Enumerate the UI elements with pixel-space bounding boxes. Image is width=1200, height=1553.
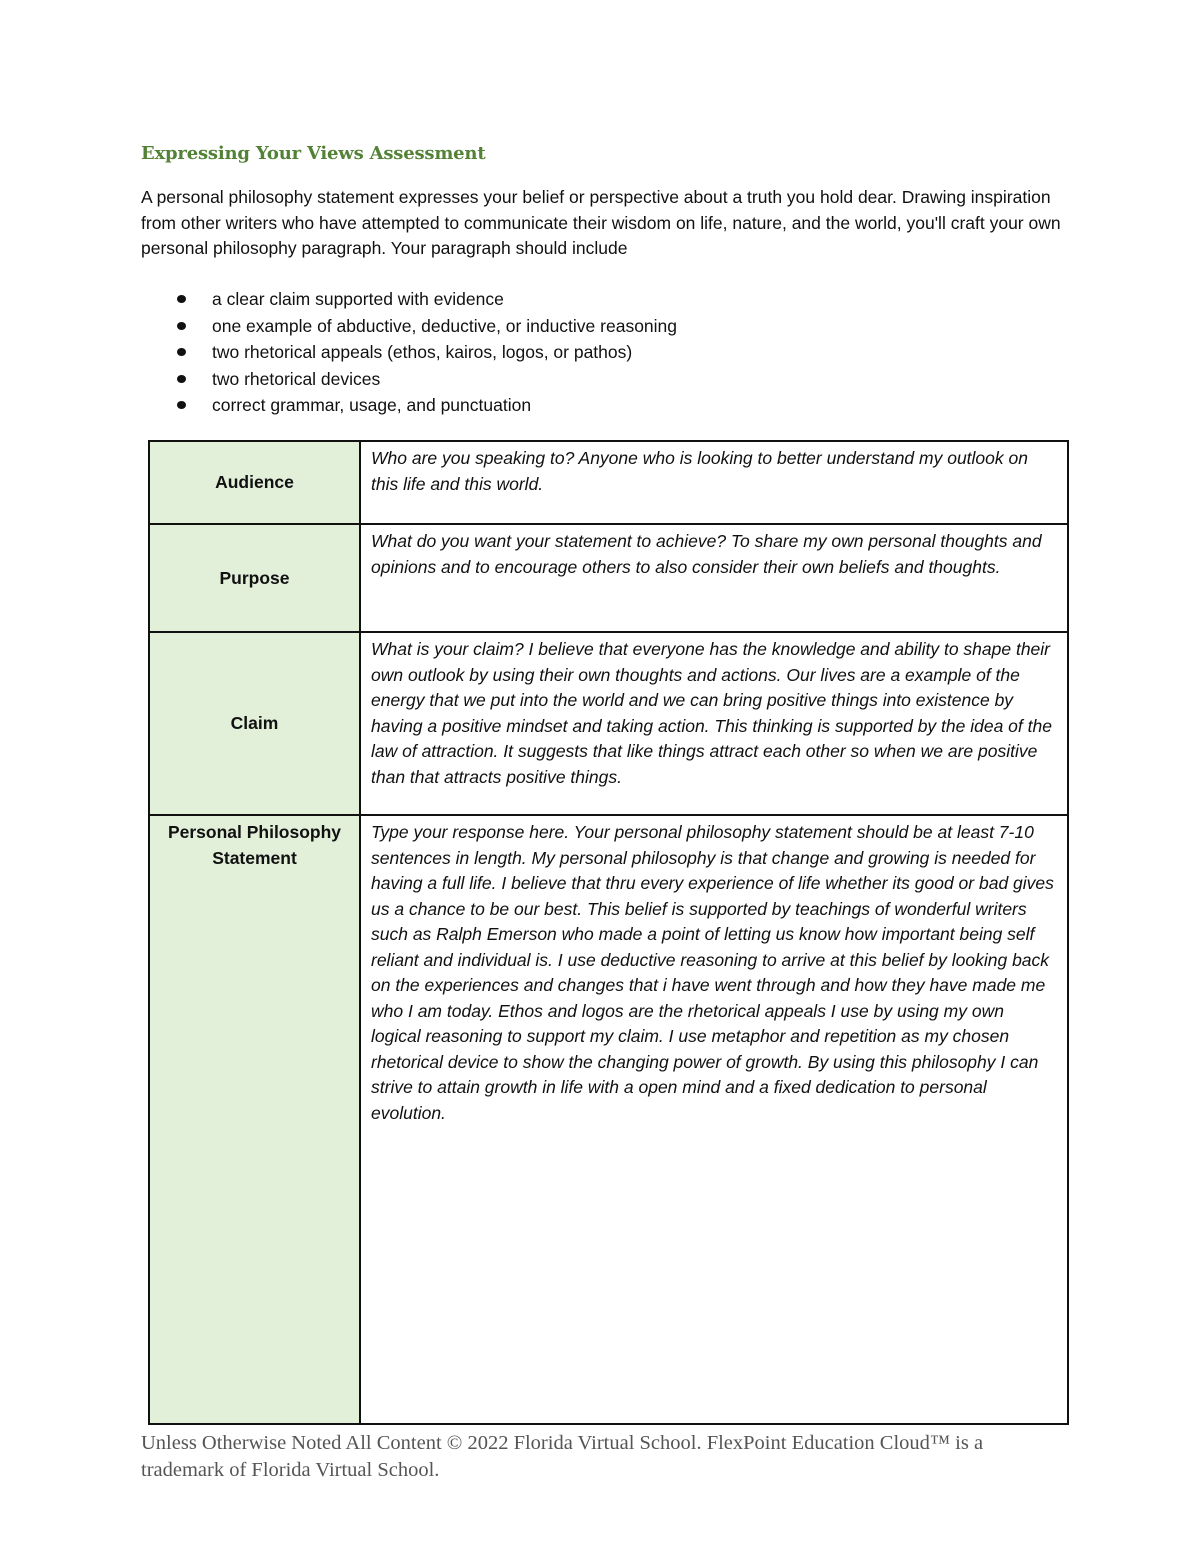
response-audience[interactable]: Who are you speaking to? Anyone who is looking to better understand my outlook on this life and this world.: [360, 441, 1068, 524]
response-claim[interactable]: What is your claim? I believe that everyone has the knowledge and ability to shape their own outlook by using their own thoughts and actions. Our lives are a example of the energy that we put into the world and we can bring positive things into existence by having a positive mindset and taking action. This thinking is supported by the idea of the law of attraction. It suggests that like things attract each other so when we are positive than that attracts positive things.: [360, 632, 1068, 815]
list-item: [141, 313, 1041, 340]
table-row: [149, 632, 1068, 815]
response-purpose[interactable]: What do you want your statement to achieve? To share my own personal thoughts and opinions and to encourage others to also consider their own beliefs and thoughts.: [360, 524, 1068, 632]
row-label-statement: Personal Philosophy Statement: [149, 815, 360, 1424]
row-label-purpose: Purpose: [149, 524, 360, 632]
list-item-text: a clear claim supported with evidence: [212, 289, 504, 309]
bullet-icon: [177, 401, 186, 409]
response-table: [148, 440, 1069, 1425]
list-item: [141, 366, 1041, 393]
list-item: [141, 339, 1041, 366]
list-item-text: one example of abductive, deductive, or inductive reasoning: [212, 315, 678, 336]
table-row: [149, 441, 1068, 524]
table-row: [149, 524, 1068, 632]
table-row: [149, 815, 1068, 1424]
requirements-list: [141, 286, 1041, 419]
list-item: [141, 392, 1041, 419]
bullet-icon: [177, 348, 186, 356]
list-item-text: correct grammar, usage, and punctuation: [212, 395, 532, 416]
list-item-text: two rhetorical devices: [212, 368, 381, 389]
response-statement[interactable]: Type your response here. Your personal philosophy statement should be at least 7-10 sentences in length. My personal philosophy is that change and growing is needed for having a full life. I believe that thru every experience of life whether its good or bad gives us a chance to be our best. This belief is supported by teachings of wonderful writers such as Ralph Emerson who made a point of letting us know how important being self reliant and individual is. I use deductive reasoning to arrive at this belief by looking back on the experiences and changes that i have went through and how they have made me who I am today. Ethos and logos are the rhetorical appeals I use by using my own logical reasoning to support my claim. I use metaphor and repetition as my chosen rhetorical device to show the changing power of growth. By using this philosophy I can strive to attain growth in life with a open mind and a fixed dedication to personal evolution.: [360, 815, 1068, 1424]
row-label-claim: Claim: [149, 632, 360, 815]
page-title: Expressing Your Views Assessment: [141, 143, 486, 164]
bullet-icon: [177, 295, 186, 303]
row-label-audience: Audience: [149, 441, 360, 524]
intro-paragraph: A personal philosophy statement expresses your belief or perspective about a truth you hold dear. Drawing inspiration from other writers who have attempted to communicate their wisdom on life, nature, and the world, you'll craft your own personal philosophy paragraph. Your paragraph should include: [141, 187, 1061, 258]
list-item: [141, 286, 1041, 313]
list-item-text: two rhetorical appeals (ethos, kairos, logos, or pathos): [212, 342, 633, 363]
bullet-icon: [177, 375, 186, 383]
copyright-footer: Unless Otherwise Noted All Content © 2022 Florida Virtual School. FlexPoint Education Cloud™ is a trademark of Florida Virtual School.: [141, 1432, 984, 1481]
bullet-icon: [177, 322, 186, 330]
